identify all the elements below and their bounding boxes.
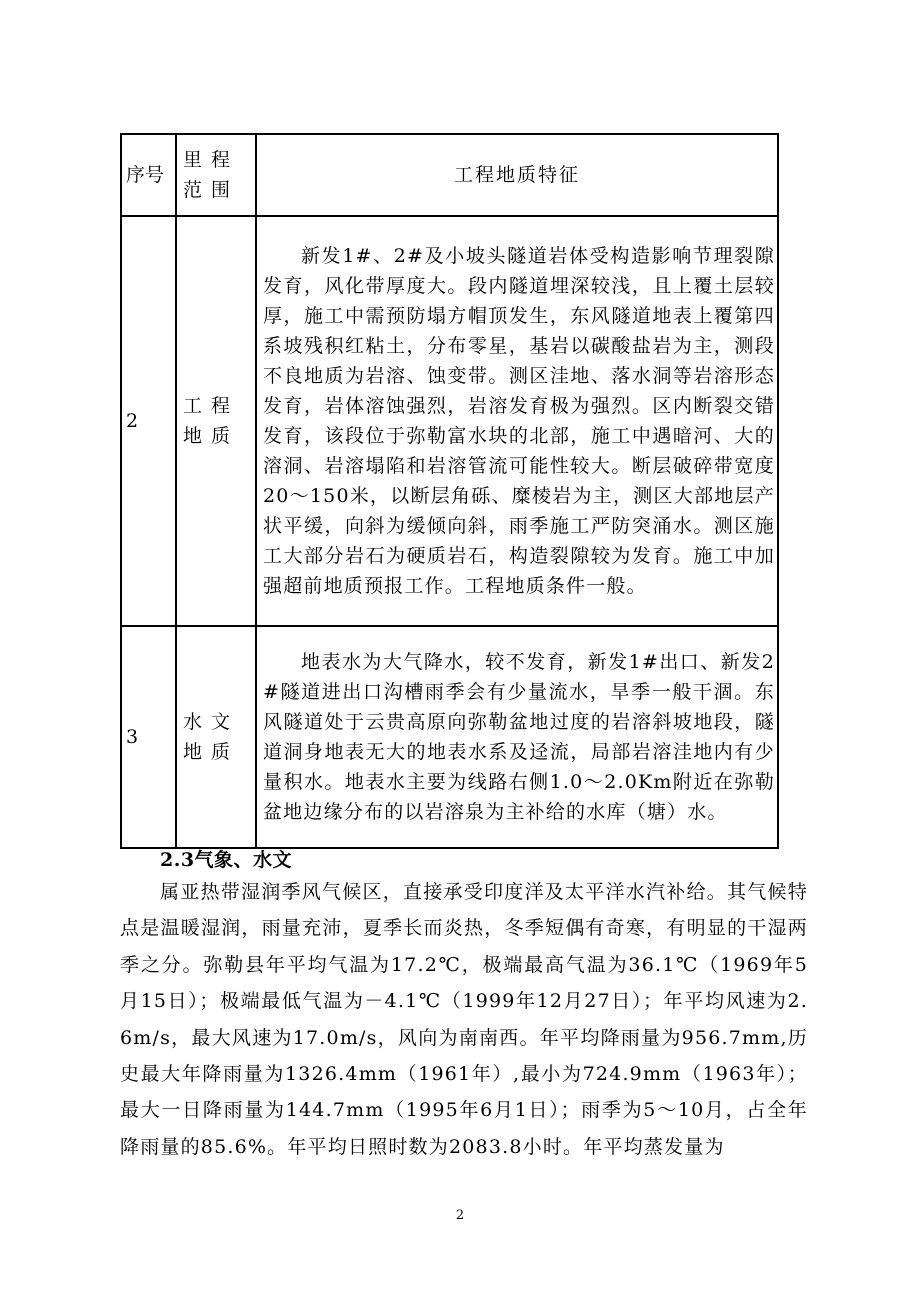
table-row (121, 216, 778, 626)
header-mileage-range: 里程范围 (176, 134, 256, 216)
row-serial-number: 2 (121, 216, 176, 626)
climate-paragraph: 属亚热带湿润季风气候区，直接承受印度洋及太平洋水汽补给。其气候特点是温暖湿润，雨量充沛，夏季长而炎热，冬季短偶有奇寒，有明显的干湿两季之分。弥勒县年平均气温为17.2℃，极端最高气温为36.1℃（1969年5月15日）；极端最低气温为－4.1℃（1999年12月27日）；年平均风速为2.6m/s，最大风速为17.0m/s，风向为南南西。年平均降雨量为956.7mm,历史最大年降雨量为1326.4mm（1961年）,最小为724.9mm（1963年）；最大一日降雨量为144.7mm（1995年6月1日）；雨季为5～10月，占全年降雨量的85.6%。年平均日照时数为2083.8小时。年平均蒸发量为 (120, 881, 808, 1158)
table-row (121, 626, 778, 848)
row-range-label: 工程地质 (176, 216, 256, 626)
page-number: 2 (455, 1208, 465, 1223)
header-geology-features: 工程地质特征 (256, 134, 778, 216)
row-hydrology-description: 地表水为大气降水，较不发育，新发1#出口、新发2#隧道进出口沟槽雨季会有少量流水，旱季一般干涸。东风隧道处于云贵高原向弥勒盆地过度的岩溶斜坡地段，隧道洞身地表无大的地表水系及迳流，局部岩溶洼地内有少量积水。地表水主要为线路右侧1.0～2.0Km附近在弥勒盆地边缘分布的以岩溶泉为主补给的水库（塘）水。 (256, 626, 778, 848)
table-header-row (121, 134, 778, 216)
header-serial-number: 序号 (121, 134, 176, 216)
row-range-label: 水文地质 (176, 626, 256, 848)
section-heading: 2.3气象、水文 (160, 849, 293, 871)
row-serial-number: 3 (121, 626, 176, 848)
geology-table (120, 133, 779, 849)
row-geology-description: 新发1#、2#及小坡头隧道岩体受构造影响节理裂隙发育，风化带厚度大。段内隧道埋深较浅，且上覆土层较厚，施工中需预防塌方帽顶发生，东风隧道地表上覆第四系坡残积红粘土，分布零星，基岩以碳酸盐岩为主，测段不良地质为岩溶、蚀变带。测区洼地、落水洞等岩溶形态发育，岩体溶蚀强烈，岩溶发育极为强烈。区内断裂交错发育，该段位于弥勒富水块的北部，施工中遇暗河、大的溶洞、岩溶塌陷和岩溶管流可能性较大。断层破碎带宽度20～150米，以断层角砾、糜棱岩为主，测区大部地层产状平缓，向斜为缓倾向斜，雨季施工严防突涌水。测区施工大部分岩石为硬质岩石，构造裂隙较为发育。施工中加强超前地质预报工作。工程地质条件一般。 (256, 216, 778, 626)
